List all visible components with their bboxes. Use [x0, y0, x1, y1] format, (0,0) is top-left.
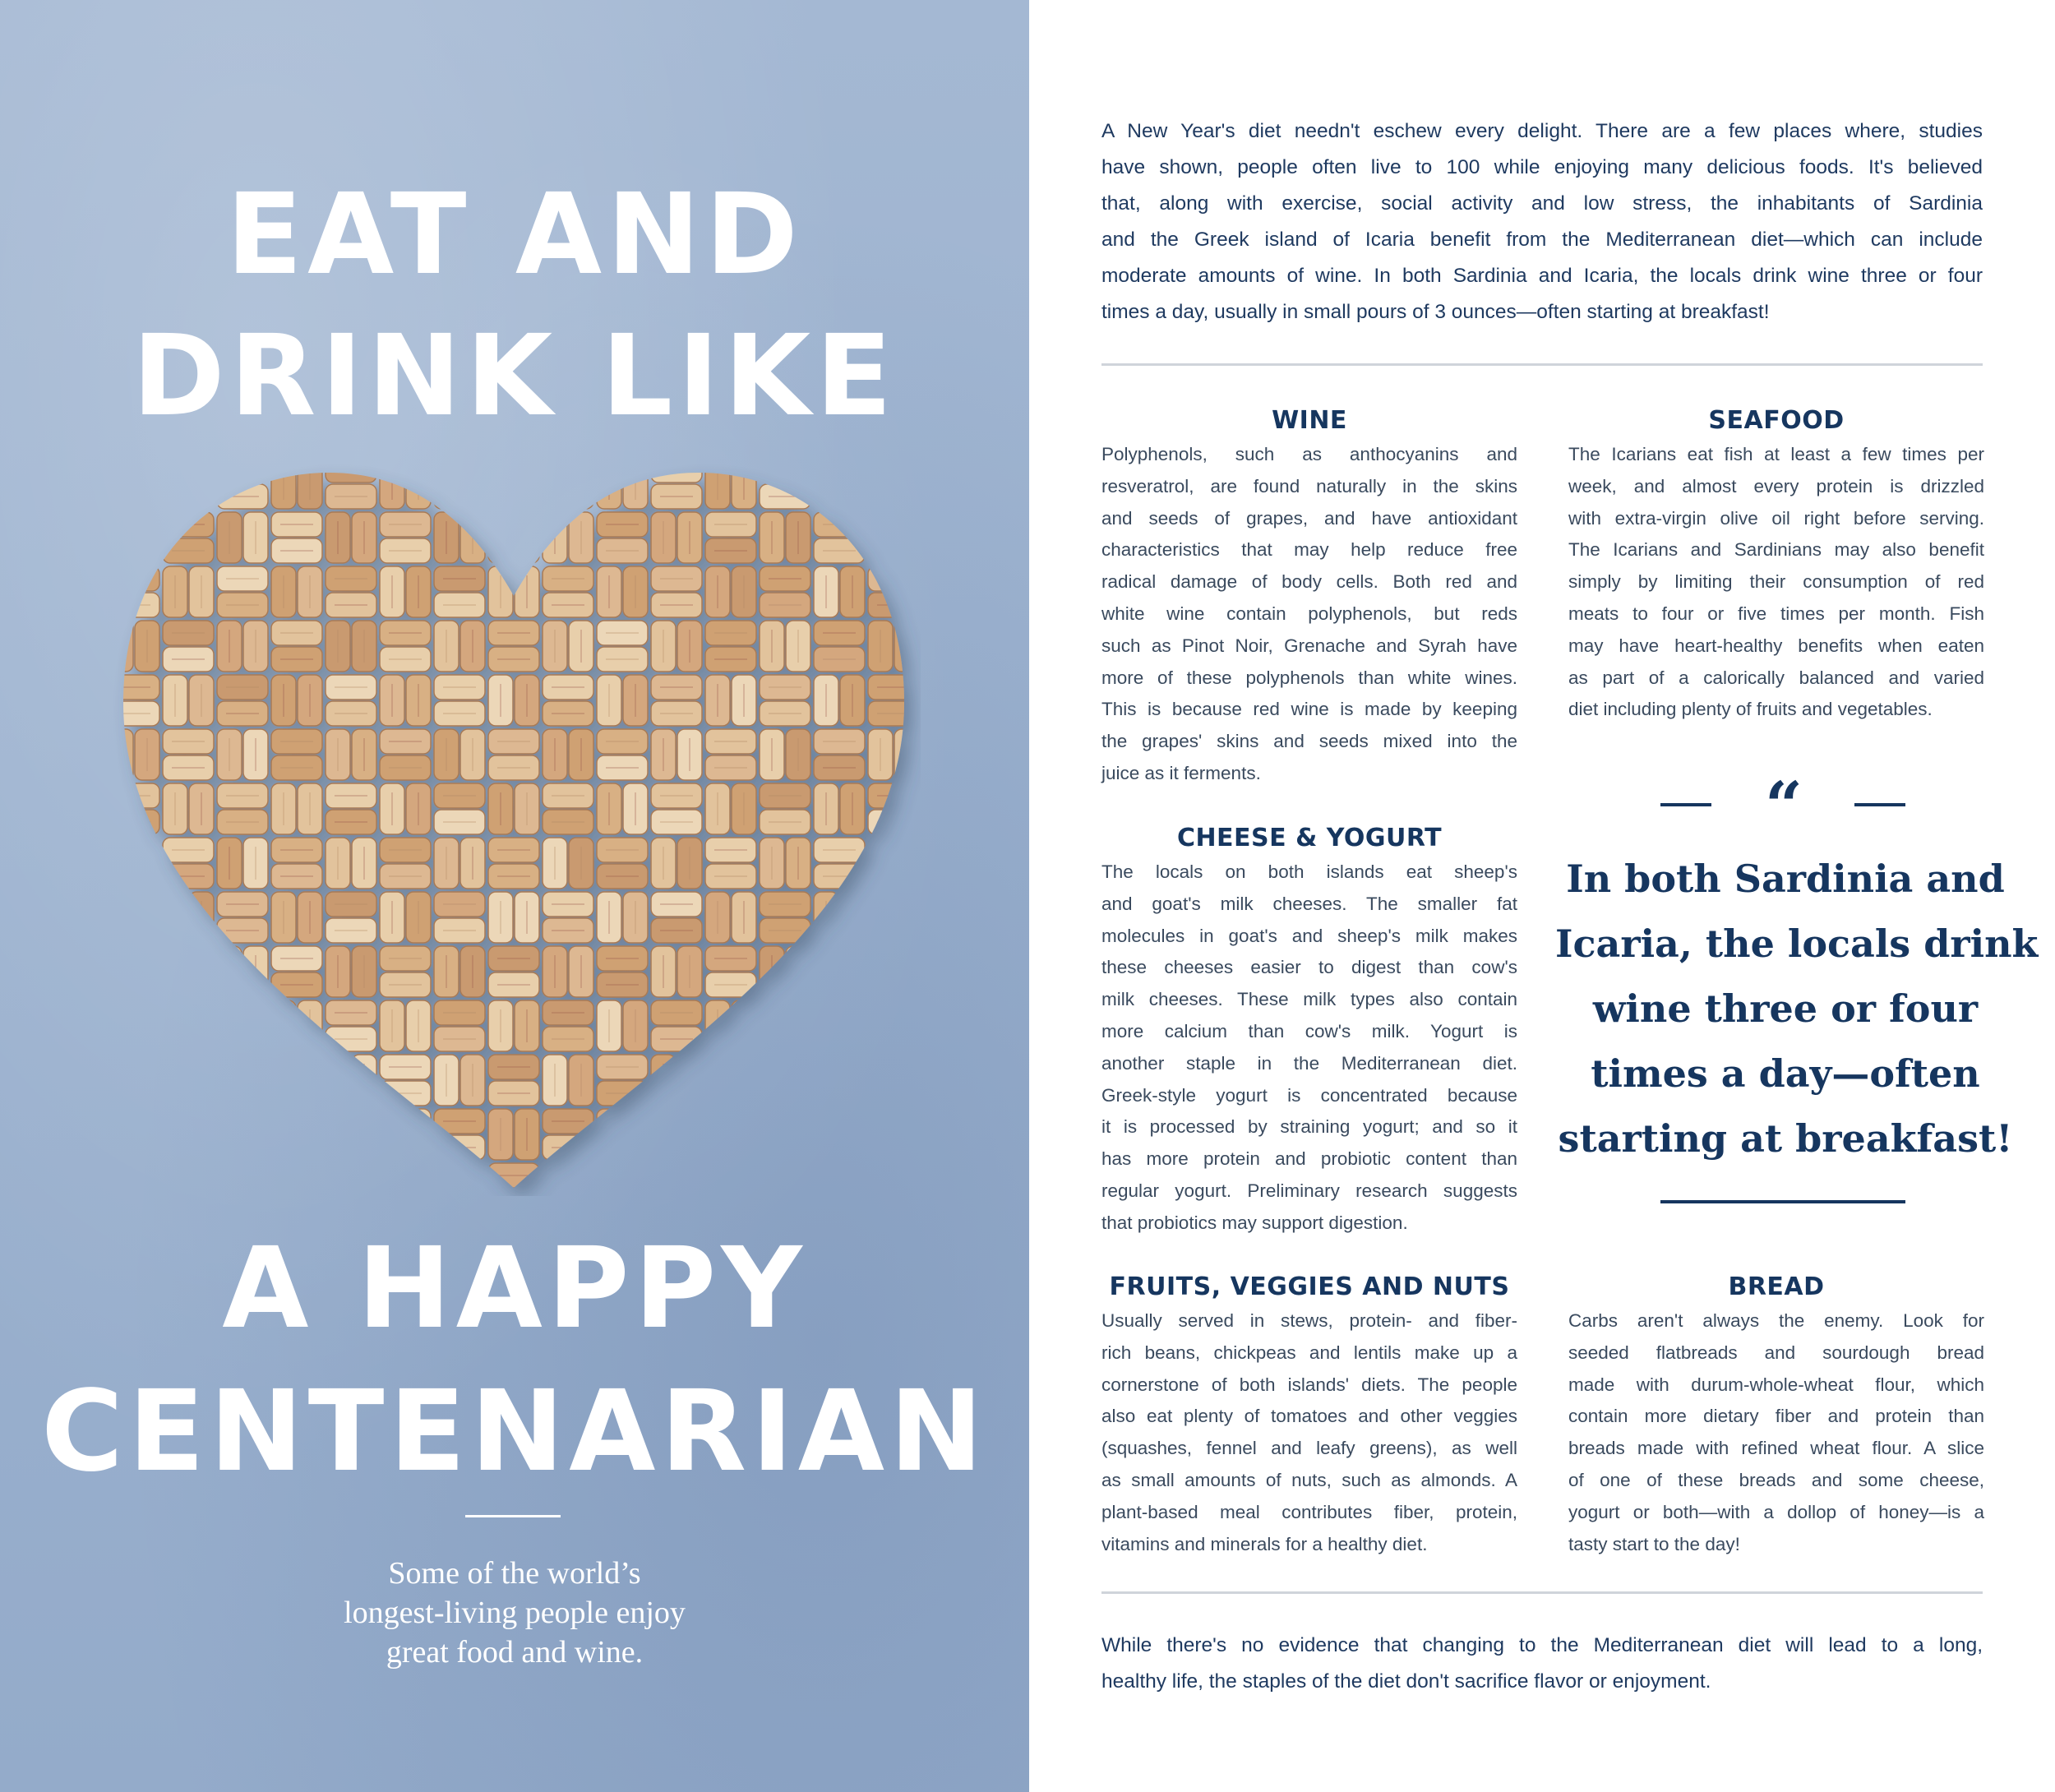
body-line: and goat's milk cheeses. The smaller fat — [1101, 893, 1517, 914]
section-body-fruits — [1101, 1305, 1517, 1560]
body-line: rich beans, chickpeas and lentils make up a — [1101, 1342, 1517, 1363]
body-line: white wine contain polyphenols, but reds — [1101, 603, 1517, 624]
body-line: week, and almost every protein is drizzled — [1568, 475, 1984, 496]
body-line: milk cheeses. These milk types also contain — [1101, 989, 1517, 1010]
body-line: another staple in the Mediterranean diet. — [1101, 1052, 1517, 1074]
body-line: diet including plenty of fruits and vegetables. — [1568, 699, 1933, 720]
body-line: The Icarians eat fish at least a few times per — [1568, 444, 1984, 464]
pull-quote — [1555, 847, 2039, 1171]
body-line: vitamins and minerals for a healthy diet. — [1101, 1533, 1428, 1554]
section-title-seafood: SEAFOOD — [1708, 406, 1845, 435]
headline-line-1: EAT AND — [226, 170, 803, 300]
outro-paragraph — [1101, 1628, 1983, 1700]
body-line: The Icarians and Sardinians may also benefit — [1568, 539, 1984, 561]
intro-line: A New Year's diet needn't eschew every delight. There are a few places where, studies — [1101, 120, 1983, 142]
section-body-cheese-yogurt — [1101, 857, 1517, 1240]
headline-line-2: DRINK LIKE — [132, 312, 898, 441]
body-line: that probiotics may support digestion. — [1101, 1212, 1408, 1233]
outro-line: While there's no evidence that changing to the Mediterranean diet will lead to a long, — [1101, 1634, 1983, 1656]
section-cheese-yogurt — [1101, 824, 1517, 1240]
body-line: may have heart-healthy benefits when eaten — [1568, 635, 1984, 656]
body-line: breads made with refined wheat flour. A slice — [1568, 1438, 1984, 1459]
section-title-fruits: FRUITS, VEGGIES AND NUTS — [1109, 1272, 1510, 1301]
body-line: characteristics that may help reduce free — [1101, 539, 1517, 561]
body-line: resveratrol, are found naturally in the skins — [1101, 475, 1517, 496]
intro-line: and the Greek island of Icaria benefit from the Mediterranean diet—which can include — [1101, 229, 1983, 251]
body-line: (squashes, fennel and leafy greens), as well — [1101, 1438, 1517, 1459]
cork-grid — [109, 458, 919, 1196]
body-line: yogurt or both—with a dollop of honey—is a — [1568, 1501, 1984, 1522]
body-line: Usually served in stews, protein- and fiber- — [1101, 1310, 1517, 1331]
quote-rule-left — [1660, 803, 1711, 806]
body-line: regular yogurt. Preliminary research suggests — [1101, 1180, 1517, 1201]
divider-top — [1101, 363, 1983, 366]
body-line: juice as it ferments. — [1101, 762, 1261, 783]
body-line: more calcium than cow's milk. Yogurt is — [1101, 1020, 1517, 1041]
intro-line: times a day, usually in small pours of 3 ounces—often starting at breakfast! — [1101, 301, 1770, 323]
article-page — [1029, 0, 2055, 1792]
body-line: simply by limiting their consumption of red — [1568, 571, 1984, 593]
body-line: the grapes' skins and seeds mixed into the — [1101, 731, 1517, 752]
body-line: it is processed by straining yogurt; and so it — [1101, 1116, 1517, 1138]
outro-line: healthy life, the staples of the diet don't sacrifice flavor or enjoyment. — [1101, 1670, 1711, 1693]
body-line: more of these polyphenols than white wines. — [1101, 667, 1517, 688]
body-line: plant-based meal contributes fiber, protein, — [1101, 1501, 1517, 1522]
body-line: cornerstone of both islands' diets. The people — [1101, 1374, 1517, 1395]
subtitle — [276, 1554, 753, 1672]
body-line: with extra-virgin olive oil right before serving. — [1568, 507, 1984, 529]
quote-rule-bottom — [1660, 1200, 1905, 1203]
body-line: Carbs aren't always the enemy. Look for — [1568, 1310, 1984, 1331]
headline-line-3: A HAPPY — [222, 1224, 807, 1354]
section-bread — [1568, 1272, 1984, 1560]
section-title-wine: WINE — [1272, 406, 1347, 435]
intro-line: moderate amounts of wine. In both Sardinia and Icaria, the locals drink wine three or four — [1101, 265, 1983, 287]
quote-rule-right — [1854, 803, 1905, 806]
pull-quote-line: times a day—often — [1591, 1051, 1980, 1096]
section-fruits-veggies-nuts — [1101, 1272, 1517, 1560]
body-line: these cheeses easier to digest than cow's — [1101, 957, 1517, 978]
body-line: This is because red wine is made by keeping — [1101, 699, 1517, 720]
body-line: as small amounts of nuts, such as almonds. A — [1101, 1469, 1517, 1490]
body-line: such as Pinot Noir, Grenache and Syrah have — [1101, 635, 1517, 656]
body-line: of one of these breads and some cheese, — [1568, 1469, 1984, 1490]
section-title-cheese-yogurt: CHEESE & YOGURT — [1176, 824, 1443, 852]
section-body-seafood — [1568, 439, 1984, 726]
body-line: Polyphenols, such as anthocyanins and — [1101, 444, 1517, 464]
body-line: seeded flatbreads and sourdough bread — [1568, 1342, 1984, 1363]
body-line: also eat plenty of tomatoes and other veggies — [1101, 1406, 1517, 1427]
divider-bottom — [1101, 1591, 1983, 1594]
body-line: has more protein and probiotic content than — [1101, 1148, 1517, 1170]
section-title-bread: BREAD — [1728, 1272, 1825, 1301]
subtitle-line: great food and wine. — [386, 1635, 644, 1670]
body-line: radical damage of body cells. Both red and — [1101, 571, 1517, 593]
intro-line: have shown, people often live to 100 while enjoying many delicious foods. It's believed — [1101, 156, 1983, 178]
pull-quote-line: In both Sardinia and — [1566, 857, 2005, 901]
body-line: tasty start to the day! — [1568, 1533, 1740, 1554]
intro-line: that, along with exercise, social activity and low stress, the inhabitants of Sardinia — [1101, 192, 1983, 215]
body-line: as part of a calorically balanced and varied — [1568, 667, 1984, 688]
wine-cork-heart — [107, 456, 921, 1196]
body-line: and seeds of grapes, and have antioxidant — [1101, 507, 1517, 529]
body-line: made with durum-whole-wheat flour, which — [1568, 1374, 1984, 1395]
body-line: molecules in goat's and sheep's milk makes — [1101, 925, 1517, 946]
section-body-bread — [1568, 1305, 1984, 1560]
subtitle-divider — [465, 1515, 561, 1517]
body-line: contain more dietary fiber and protein than — [1568, 1406, 1984, 1427]
section-body-wine — [1101, 439, 1517, 790]
pull-quote-line: wine three or four — [1592, 986, 1979, 1031]
section-seafood — [1568, 406, 1984, 726]
quote-mark-icon: “ — [1764, 767, 1803, 844]
pull-quote-line: starting at breakfast! — [1558, 1116, 2013, 1161]
body-line: Greek-style yogurt is concentrated because — [1101, 1084, 1517, 1106]
pull-quote-line: Icaria, the locals drink — [1555, 921, 2039, 966]
subtitle-line: longest-living people enjoy — [344, 1596, 686, 1630]
body-line: The locals on both islands eat sheep's — [1101, 861, 1517, 882]
body-line: meats to four or five times per month. Fish — [1568, 603, 1984, 624]
intro-paragraph — [1101, 113, 1983, 330]
section-wine — [1101, 406, 1517, 790]
headline-line-4: CENTENARIAN — [41, 1367, 988, 1497]
subtitle-line: Some of the world’s — [388, 1556, 641, 1591]
